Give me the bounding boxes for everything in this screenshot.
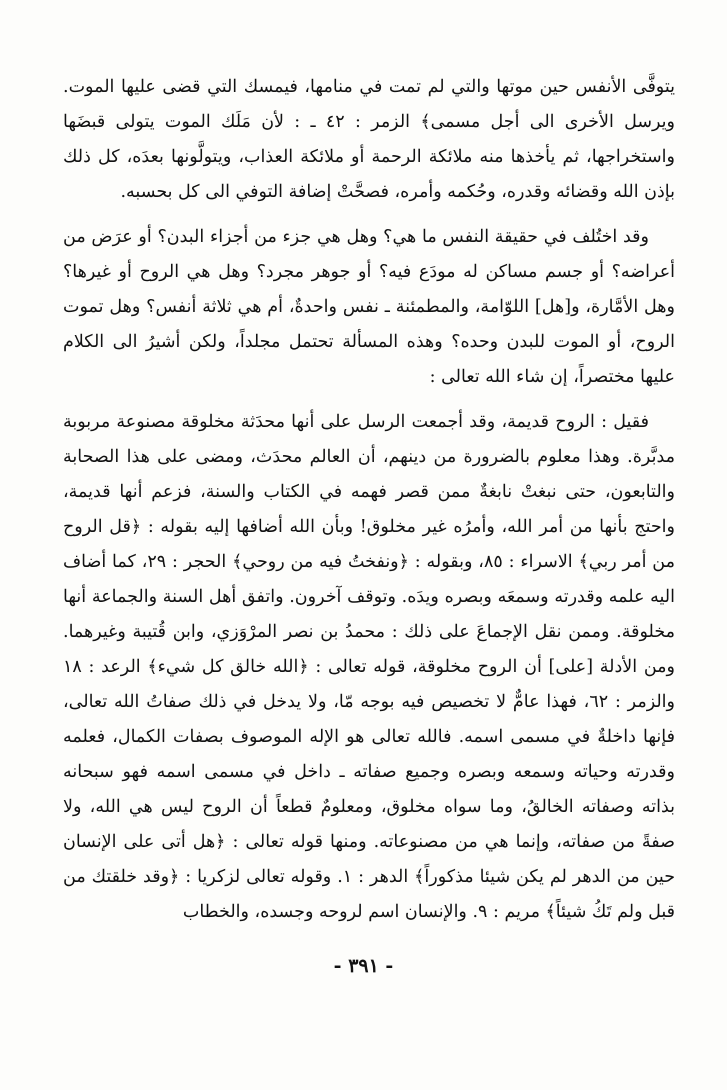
- paragraph-2: وقد اختُلف في حقيقة النفس ما هي؟ وهل هي جزء من أجزاء البدن؟ أو عرَض من أعراضه؟ أو جسم مساكن له مودَع فيه؟ أو جوهر مجرد؟ وهل هي الروح أو غيرها؟ وهل الأمَّارة، و[هل] اللوّامة، والمطمئنة ـ نفس واحدةٌ، أم هي ثلاثة أنفس؟ وهل تموت الروح، أو الموت للبدن وحده؟ وهذه المسألة تحتمل مجلداً، ولكن أشيرُ الى الكلام عليها مختصراً، إن شاء الله تعالى :: [63, 227, 675, 387]
- body-text: [63, 70, 675, 930]
- paragraph-3: فقيل : الروح قديمة، وقد أجمعت الرسل على أنها محدَثة مخلوقة مصنوعة مربوبة مدبَّرة. وهذا معلوم بالضرورة من دينهم، أن العالم محدَث، ومضى على هذا الصحابة والتابعون، حتى نبغتْ نابغةٌ ممن قصر فهمه في الكتاب والسنة، فزعم أنها قديمة، واحتج بأنها من أمر الله، وأمرُه غير مخلوق! وبأن الله أضافها إليه بقوله : ﴿قل الروح من أمر ربي﴾ الاسراء : ٨٥، وبقوله : ﴿ونفختُ فيه من روحي﴾ الحجر : ٢٩، كما أضاف اليه علمه وقدرته وسمعَه وبصره ويدَه. وتوقف آخرون. واتفق أهل السنة والجماعة أنها مخلوقة. وممن نقل الإجماعَ على ذلك : محمدُ بن نصر المرْوَزي، وابن قُتيبة وغيرهما. ومن الأدلة [على] أن الروح مخلوقة، قوله تعالى : ﴿الله خالق كل شيء﴾ الرعد : ١٨ والزمر : ٦٢، فهذا عامٌّ لا تخصيص فيه بوجه مّا، ولا يدخل في ذلك صفاتُ الله تعالى، فإنها داخلةٌ في مسمى اسمه. فالله تعالى هو الإله الموصوف بصفات الكمال، فعلمه وقدرته وحياته وسمعه وبصره وجميع صفاته ـ داخل في مسمى اسمه فهو سبحانه بذاته وصفاته الخالقُ، وما سواه مخلوق، ومعلومٌ قطعاً أن الروح ليس هي الله، ولا صفةً من صفاته، وإنما هي من مصنوعاته. ومنها قوله تعالى : ﴿هل أتى على الإنسان حين من الدهر لم يكن شيئا مذكوراً﴾ الدهر : ١. وقوله تعالى لزكريا : ﴿وقد خلقتك من قبل ولم تَكُ شيئاً﴾ مريم : ٩. والإنسان اسم لروحه وجسده، والخطاب: [63, 412, 676, 922]
- paragraph-1: يتوفَّى الأنفس حين موتها والتي لم تمت في منامها، فيمسك التي قضى عليها الموت. ويرسل الأخرى الى أجل مسمى﴾ الزمر : ٤٢ ـ : لأن مَلَك الموت يتولى قبضَها واستخراجها، ثم يأخذها منه ملائكة الرحمة أو ملائكة العذاب، ويتولَّونها بعدَه، كل ذلك بإذن الله وقضائه وقدره، وحُكمه وأمره، فصحَّتْ إضافة التوفي الى كل بحسبه.: [63, 77, 675, 202]
- page-number: - ٣٩١ -: [333, 955, 394, 977]
